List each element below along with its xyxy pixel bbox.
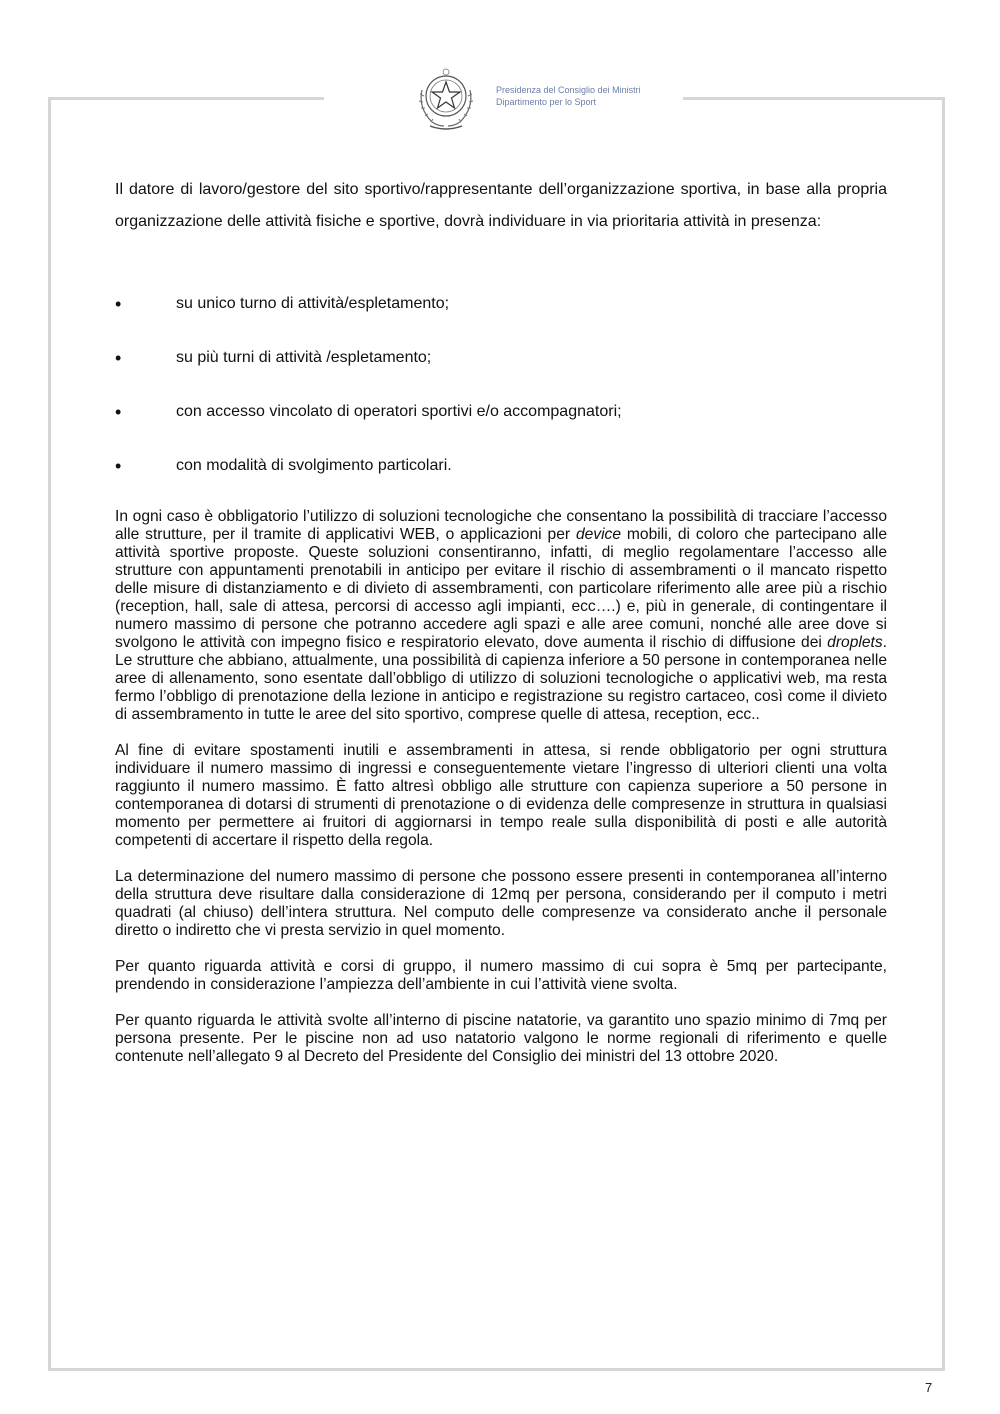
org-name-line-1: Presidenza del Consiglio dei Ministri: [496, 85, 641, 95]
activity-bullet-list: [115, 288, 887, 504]
list-item: [115, 450, 887, 504]
paragraph-text: In ogni caso è obbligatorio l’utilizzo di soluzioni tecnologiche che consentano la possibilità di tracciare l’accesso alle strutture, per il tramite di applicativi WEB, o applicazioni per: [115, 508, 887, 543]
italian-republic-emblem-icon: [408, 60, 484, 136]
list-item: [115, 342, 887, 396]
italic-term: device: [575, 526, 622, 543]
page-frame-left: [48, 97, 51, 1371]
paragraph-text: . Le strutture che abbiano, attualmente, una possibilità di capienza inferiore a 50 persone in contemporanea nelle aree di allenamento, sono esentate dall’obbligo di utilizzo di soluzioni tecnologiche o applicativi web, ma resta fermo l’obbligo di prenotazione della lezione in anticipo e registrazione su registro cartaceo, così come il divieto di assembramento in tutte le aree del sito sportivo, comprese quelle di attesa, reception, ecc..: [115, 634, 887, 723]
body-text: [115, 508, 887, 1084]
page-frame-top-right: [683, 97, 945, 100]
paragraph-tracking-access: [115, 508, 887, 724]
page-frame-right: [942, 97, 945, 1371]
page-number: 7: [925, 1380, 933, 1395]
bullet-icon: •: [115, 456, 122, 476]
list-item-text: su più turni di attività /espletamento;: [176, 349, 432, 366]
italic-term: droplets: [827, 634, 883, 651]
intro-paragraph: Il datore di lavoro/gestore del sito sportivo/rappresentante dell’organizzazione sportiva, in base alla propria organizzazione delle attività fisiche e sportive, dovrà individuare in via prioritaria attività in presenza:: [115, 181, 887, 230]
list-item: [115, 396, 887, 450]
list-item-text: con modalità di svolgimento particolari.: [176, 457, 452, 474]
list-item-text: con accesso vincolato di operatori sportivi e/o accompagnatori;: [176, 403, 622, 420]
paragraph-capacity-calculation: La determinazione del numero massimo di persone che possono essere presenti in contemporanea all’interno della struttura deve risultare dalla considerazione di 12mq per persona, considerando per il computo i metri quadrati (al chiuso) dell’intera struttura. Nel computo delle compresenze va considerato anche il personale diretto o indiretto che vi presta servizio in quel momento.: [115, 868, 887, 939]
page-frame-bottom: [48, 1368, 945, 1371]
bullet-icon: •: [115, 294, 122, 314]
page-frame-top-left: [48, 97, 324, 100]
paragraph-max-entries: Al fine di evitare spostamenti inutili e assembramenti in attesa, si rende obbligatorio per ogni struttura individuare il numero massimo di ingressi e conseguentemente vietare l’ingresso di ulteriori clienti una volta raggiunto il numero massimo. È fatto altresì obbligo alle strutture con capienza superiore a 50 persone in contemporanea di dotarsi di strumenti di prenotazione o di evidenza delle compresenze in struttura in qualsiasi momento per permettere ai fruitori di aggiornarsi in tempo reale sulla disponibilità di posti e alle autorità competenti di accertare il rispetto della regola.: [115, 742, 887, 849]
list-item: [115, 288, 887, 342]
bullet-icon: •: [115, 348, 122, 368]
paragraph-group-activities: Per quanto riguarda attività e corsi di gruppo, il numero massimo di cui sopra è 5mq per partecipante, prendendo in considerazione l’ampiezza dell’ambiente in cui l’attività viene svolta.: [115, 958, 887, 993]
org-name-line-2: Dipartimento per lo Sport: [496, 97, 597, 107]
organization-name: [496, 84, 641, 108]
paragraph-swimming-pools: Per quanto riguarda le attività svolte all’interno di piscine natatorie, va garantito uno spazio minimo di 7mq per persona presente. Per le piscine non ad uso natatorio valgono le norme regionali di riferimento e quelle contenute nell’allegato 9 al Decreto del Presidente del Consiglio dei ministri del 13 ottobre 2020.: [115, 1012, 887, 1065]
paragraph-text: mobili, di coloro che partecipano alle attività sportive proposte. Queste soluzioni consentiranno, infatti, di meglio regolamentare l’accesso alle strutture con appuntamenti prenotabili in anticipo per evitare il rischio di assembramenti o il mancato rispetto delle misure di distanziamento e di divieto di assembramenti, con particolare riferimento alle aree più a rischio (reception, hall, sale di attesa, percorsi di accesso agli impianti, ecc….) e, più in generale, di contingentare il numero massimo di persone che potranno accedere agli spazi e alle aree comuni, nonché alle aree dove si svolgono le attività con impegno fisico e respiratorio elevato, dove aumenta il rischio di diffusione dei: [115, 526, 887, 651]
bullet-icon: •: [115, 402, 122, 422]
list-item-text: su unico turno di attività/espletamento;: [176, 295, 450, 312]
